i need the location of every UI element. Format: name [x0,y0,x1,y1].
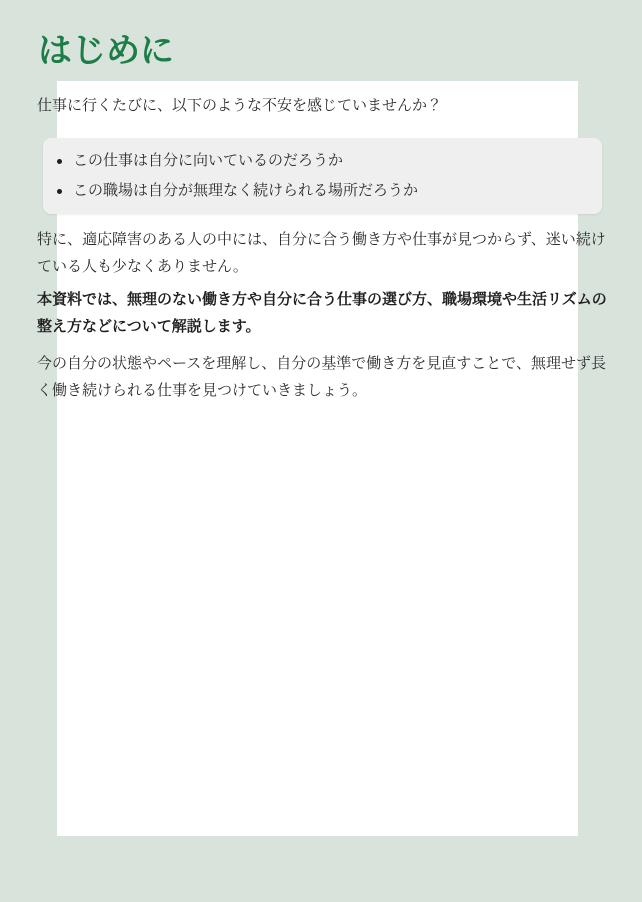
paragraph-about-disorder: 特に、適応障害のある人の中には、自分に合う働き方や仕事が見つからず、迷い続けている人も少なくありません。 [37,231,606,275]
concern-text: この職場は自分が無理なく続けられる場所だろうか [73,182,419,199]
paragraph-closing: 今の自分の状態やペースを理解し、自分の基準で働き方を見直すことで、無理せず長く働き続けられる仕事を見つけていきましょう。 [37,355,606,399]
concerns-callout [43,138,602,214]
content-column [37,82,607,404]
page-title: はじめに [38,32,174,70]
concern-text: この仕事は自分に向いているのだろうか [73,152,344,169]
bullet-dot-icon [57,159,62,164]
bullet-dot-icon [57,189,62,194]
intro-question: 仕事に行くたびに、以下のような不安を感じていませんか？ [37,97,443,114]
paragraph-document-purpose: 本資料では、無理のない働き方や自分に合う仕事の選び方、職場環境や生活リズムの整え方などについて解説します。 [37,291,607,335]
concerns-list [43,146,602,206]
list-item [43,176,602,206]
list-item [43,146,602,176]
